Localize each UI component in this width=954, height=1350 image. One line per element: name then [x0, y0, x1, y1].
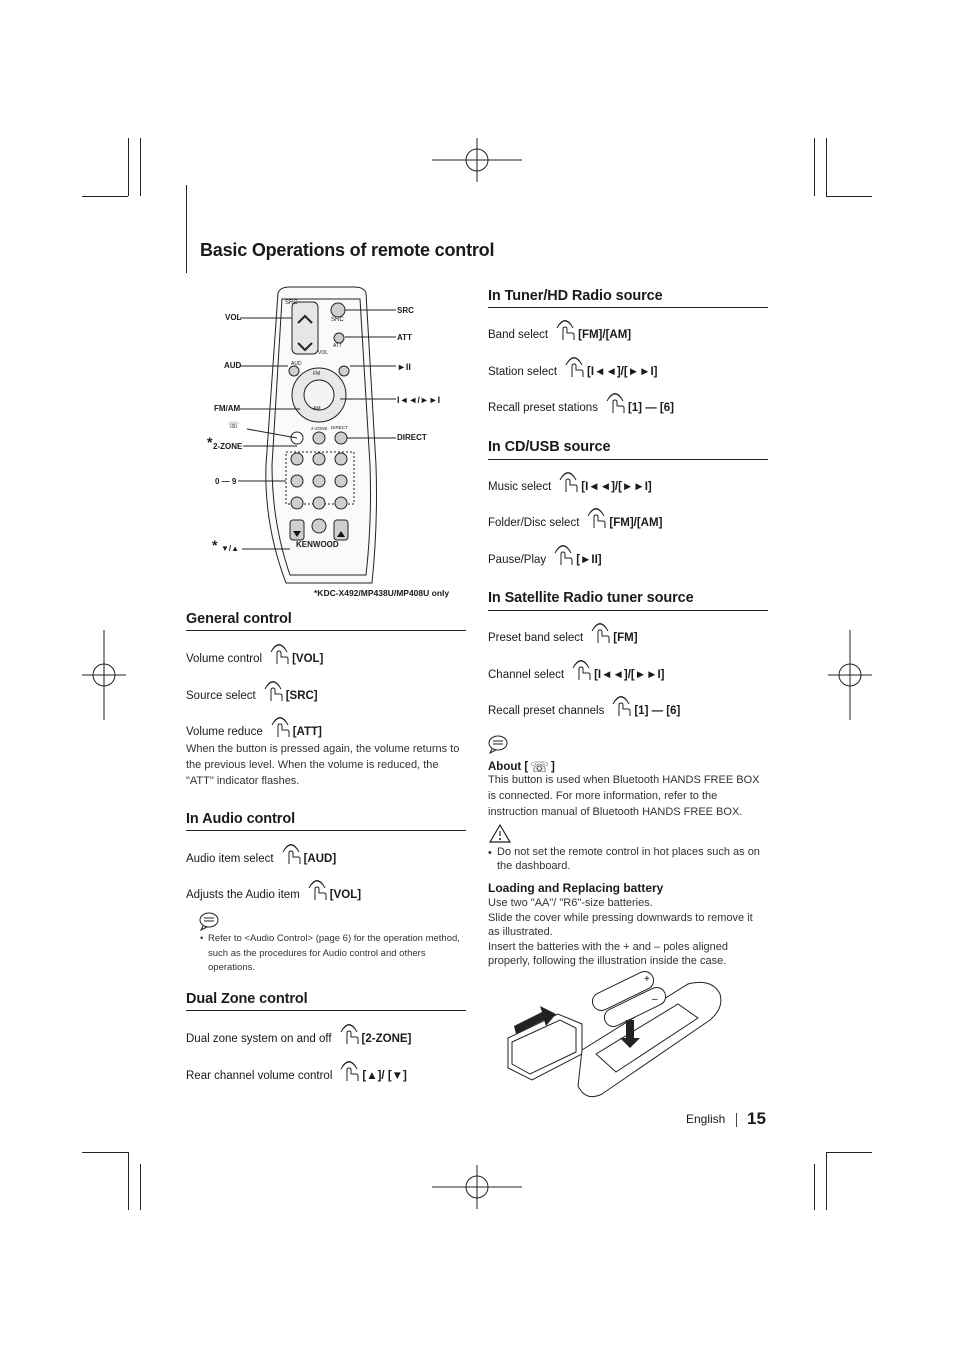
general-row-reduce: Volume reduce [ATT] — [186, 714, 322, 738]
audio-heading: In Audio control — [186, 811, 296, 827]
general-row-source: Source select [SRC] — [186, 678, 318, 702]
press-hand-icon — [269, 714, 291, 738]
general-row-volume: Volume control [VOL] — [186, 641, 323, 665]
device-brand: KENWOOD — [296, 540, 339, 549]
callout-att: ATT — [397, 333, 412, 342]
svg-text:+: + — [644, 974, 650, 985]
note-icon — [199, 911, 221, 931]
about-line: About [ ☏ ] — [488, 759, 555, 776]
press-hand-icon — [557, 469, 579, 493]
callout-fmam: FM/AM — [214, 404, 241, 413]
press-hand-icon — [589, 620, 611, 644]
callout-direct: DIRECT — [397, 433, 427, 442]
press-hand-icon — [338, 1058, 360, 1082]
cd-row-folder: Folder/Disc select [FM]/[AM] — [488, 505, 662, 529]
device-label-vol: VOL — [318, 350, 329, 356]
press-hand-icon — [552, 542, 574, 566]
device-label-src: SRC — [331, 317, 344, 323]
tuner-heading: In Tuner/HD Radio source — [488, 288, 663, 304]
press-hand-icon — [554, 317, 576, 341]
battery-heading: Loading and Replacing battery — [488, 881, 664, 895]
cd-row-music: Music select [I◄◄]/[►►I] — [488, 469, 652, 493]
tuner-row-band: Band select [FM]/[AM] — [488, 317, 631, 341]
page-title: Basic Operations of remote control — [200, 240, 495, 260]
audio-row-adjust: Adjusts the Audio item [VOL] — [186, 877, 361, 901]
callout-digits: 0 — 9 — [215, 477, 237, 486]
press-hand-icon — [306, 877, 328, 901]
device-label-att: ATT — [333, 343, 343, 349]
press-hand-icon — [268, 641, 290, 665]
satellite-row-preset: Recall preset channels [1] — [6] — [488, 693, 680, 717]
press-hand-icon — [610, 693, 632, 717]
tuner-row-preset: Recall preset stations [1] — [6] — [488, 390, 674, 414]
press-hand-icon — [563, 354, 585, 378]
device-label-am: AM — [313, 406, 321, 412]
callout-updown: ▼/▲ — [221, 544, 240, 553]
callout-aud: AUD — [224, 361, 242, 370]
battery-text: Use two "AA"/ "R6"-size batteries. Slide the cover while pressing downwards to remove it as illustrated. Insert the batteries with the + and – poles aligned properly, following the illustration inside the case. — [488, 897, 753, 967]
model-note: *KDC-X492/MP438U/MP408U only — [314, 588, 450, 598]
callout-asterisk-updown: * — [212, 537, 218, 553]
audio-row-select: Audio item select [AUD] — [186, 841, 336, 865]
page-number: 15 — [747, 1109, 766, 1128]
device-label-fm: FM — [313, 371, 321, 377]
tuner-row-station: Station select [I◄◄]/[►►I] — [488, 354, 657, 378]
press-hand-icon — [338, 1021, 360, 1045]
dual-heading: Dual Zone control — [186, 991, 308, 1007]
callout-2zone: 2-ZONE — [213, 442, 243, 451]
warning-icon — [488, 823, 512, 844]
dual-row-rear: Rear channel volume control [▲]/ [▼] — [186, 1058, 407, 1082]
press-hand-icon — [570, 657, 592, 681]
satellite-row-band: Preset band select [FM] — [488, 620, 638, 644]
warning-bullet: Do not set the remote control in hot places such as on the dashboard. — [497, 846, 760, 872]
press-hand-icon — [585, 505, 607, 529]
audio-bullet: Refer to <Audio Control> (page 6) for the operation method, such as the procedures for Audio control and others operations. — [208, 933, 460, 973]
phone-icon: ☏ — [530, 759, 549, 776]
cd-row-pause: Pause/Play [►II] — [488, 542, 602, 566]
device-label-zone: 2-ZONE — [311, 426, 328, 431]
callout-play: ►II — [397, 362, 411, 372]
footer-divider — [736, 1113, 737, 1127]
press-hand-icon — [262, 678, 284, 702]
satellite-row-channel: Channel select [I◄◄]/[►►I] — [488, 657, 665, 681]
callout-vol: VOL — [225, 313, 242, 322]
dual-row-onoff: Dual zone system on and off [2-ZONE] — [186, 1021, 411, 1045]
cd-heading: In CD/USB source — [488, 439, 611, 455]
callout-track: I◄◄/►►I — [397, 395, 441, 405]
general-note: When the button is pressed again, the volume returns to the previous level. When the volume is reduced, the "ATT" indicator flashes. — [186, 743, 460, 787]
svg-text:–: – — [652, 994, 658, 1005]
press-hand-icon — [604, 390, 626, 414]
about-text: This button is used when Bluetooth HANDS FREE BOX is connected. For more information, refer to the instruction manual of Bluetooth HANDS FREE BOX. — [488, 774, 760, 818]
general-heading: General control — [186, 611, 292, 627]
satellite-heading: In Satellite Radio tuner source — [488, 590, 694, 606]
callout-src: SRC — [397, 306, 414, 315]
press-hand-icon — [280, 841, 302, 865]
remote-label-src: SRC — [285, 300, 298, 306]
phone-icon: ☏ — [228, 420, 240, 430]
callout-asterisk-zone: * — [207, 434, 213, 450]
battery-illustration — [498, 968, 728, 1108]
device-label-direct: DIRECT — [331, 425, 348, 430]
footer-language: English — [686, 1112, 726, 1126]
note-icon — [488, 734, 510, 754]
device-label-aud: AUD — [291, 361, 302, 367]
